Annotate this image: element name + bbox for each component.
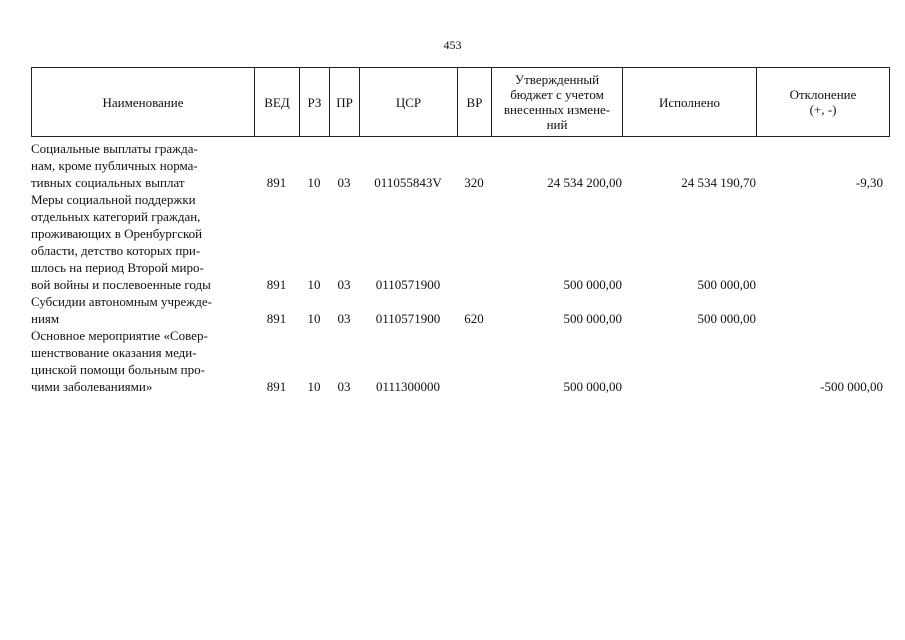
row-name-line: Меры социальной поддержки	[31, 192, 196, 207]
header-deviation	[757, 68, 890, 137]
header-budget-line: ний	[546, 117, 568, 132]
cell-rz: 10	[307, 277, 321, 292]
cell-pr: 03	[337, 311, 351, 326]
cell-vr: 320	[464, 175, 484, 190]
row-name-line: нам, кроме публичных норма-	[31, 158, 198, 173]
row-name	[31, 293, 256, 327]
header-vr: ВР	[458, 68, 492, 137]
cell-rz: 10	[307, 175, 321, 190]
header-budget-line: бюджет с учетом	[510, 87, 604, 102]
header-budget	[492, 68, 623, 137]
row-name-line: области, детство которых при-	[31, 243, 201, 258]
header-deviation-line: Отклонение	[789, 87, 857, 102]
header-deviation-line: (+, -)	[809, 102, 837, 117]
cell-budget: 500 000,00	[563, 311, 622, 326]
header-budget-line: Утвержденный	[514, 72, 600, 87]
header-executed: Исполнено	[623, 68, 757, 137]
cell-vr: 620	[464, 311, 484, 326]
row-name-line: проживающих в Оренбургской	[31, 226, 203, 241]
cell-budget: 24 534 200,00	[547, 175, 622, 190]
cell-csr: 0110571900	[375, 277, 441, 292]
cell-ved: 891	[266, 277, 287, 292]
row-name-line: отдельных категорий граждан,	[31, 209, 201, 224]
row-name	[31, 140, 256, 191]
cell-csr: 0111300000	[375, 379, 441, 394]
table-header	[31, 67, 890, 137]
row-name-line: Основное мероприятие «Совер-	[31, 328, 208, 343]
cell-csr: 0110571900	[375, 311, 441, 326]
row-name-line: тивных социальных выплат	[31, 175, 185, 190]
table-row	[31, 327, 889, 395]
cell-executed: 24 534 190,70	[681, 175, 756, 190]
cell-pr: 03	[337, 277, 351, 292]
cell-deviation: -500 000,00	[820, 379, 883, 394]
row-name-line: вой войны и послевоенные годы	[31, 277, 211, 292]
row-name-line: Социальные выплаты гражда-	[31, 141, 198, 156]
header-ved: ВЕД	[255, 68, 300, 137]
table-row	[31, 293, 889, 327]
header-pr: ПР	[330, 68, 360, 137]
table-row	[31, 140, 889, 191]
cell-budget: 500 000,00	[563, 379, 622, 394]
row-name-line: Субсидии автономным учрежде-	[31, 294, 212, 309]
header-name: Наименование	[32, 68, 255, 137]
cell-pr: 03	[337, 175, 351, 190]
row-name-line: шенствование оказания меди-	[31, 345, 197, 360]
header-rz: РЗ	[300, 68, 330, 137]
cell-rz: 10	[307, 311, 321, 326]
cell-ved: 891	[266, 311, 287, 326]
header-budget-line: внесенных измене-	[503, 102, 611, 117]
cell-ved: 891	[266, 379, 287, 394]
table-row	[31, 191, 889, 293]
cell-deviation: -9,30	[855, 175, 883, 190]
header-csr: ЦСР	[360, 68, 458, 137]
cell-rz: 10	[307, 379, 321, 394]
row-name-line: цинской помощи больным про-	[31, 362, 205, 377]
row-name	[31, 327, 256, 395]
row-name-line: чими заболеваниями»	[31, 379, 153, 394]
cell-budget: 500 000,00	[563, 277, 622, 292]
page-number: 453	[443, 38, 462, 52]
cell-csr: 011055843V	[374, 175, 442, 190]
cell-executed: 500 000,00	[697, 277, 756, 292]
row-name-line: ниям	[31, 311, 60, 326]
cell-executed: 500 000,00	[697, 311, 756, 326]
row-name	[31, 191, 256, 293]
cell-ved: 891	[266, 175, 287, 190]
cell-pr: 03	[337, 379, 351, 394]
row-name-line: шлось на период Второй миро-	[31, 260, 204, 275]
